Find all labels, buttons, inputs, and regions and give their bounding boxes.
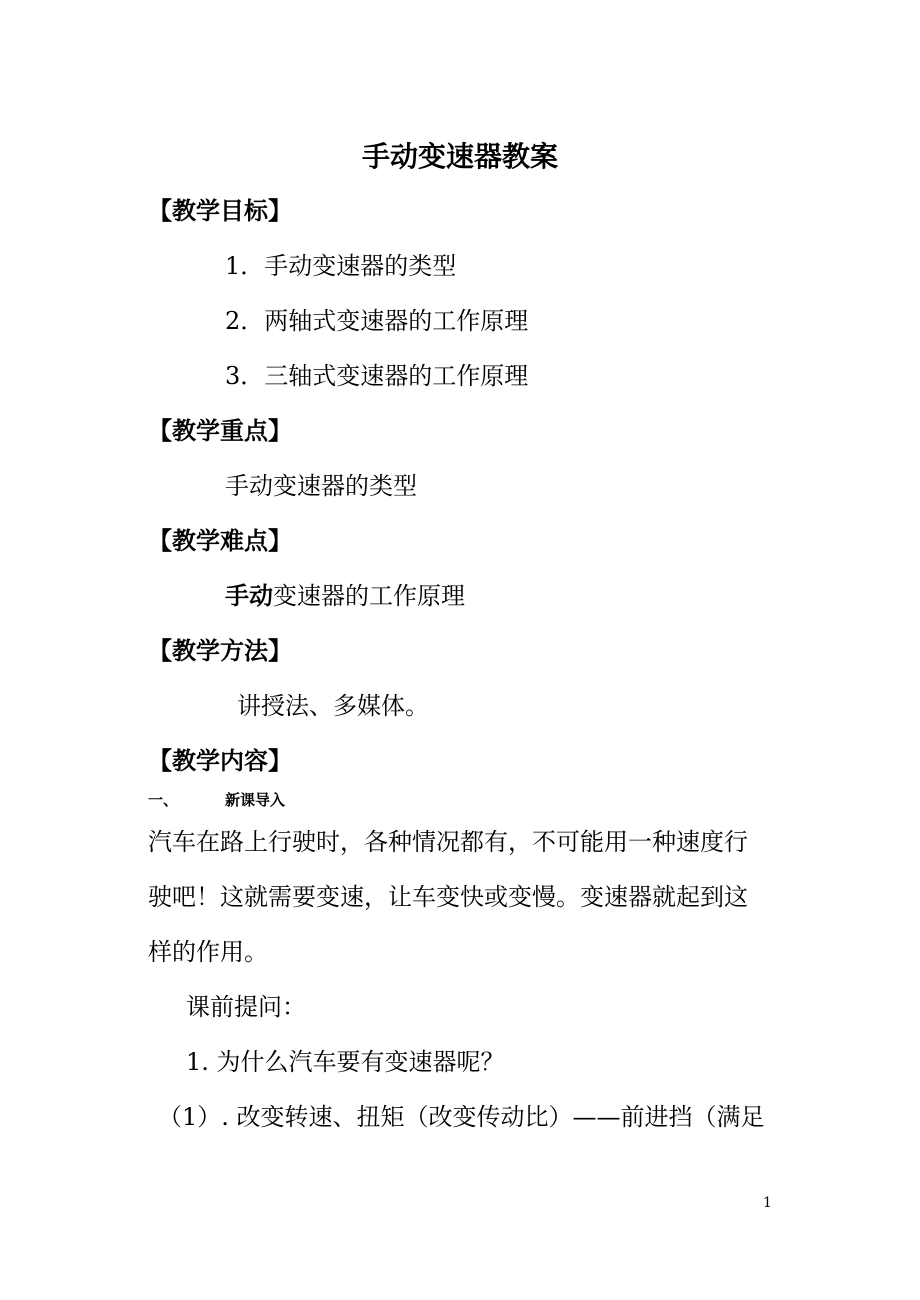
objective-item-2: 2．两轴式变速器的工作原理 xyxy=(225,307,529,335)
key-points-text: 手动变速器的类型 xyxy=(225,472,417,500)
section-number: 一、 xyxy=(148,791,179,809)
paragraph-line-2: 驶吧！这就需要变速，让车变快或变慢。变速器就起到这 xyxy=(148,883,748,911)
section-title: 新课导入 xyxy=(225,791,286,809)
page-number: 1 xyxy=(763,1195,772,1211)
content-heading: 【教学内容】 xyxy=(148,747,292,775)
document-title: 手动变速器教案 xyxy=(361,140,558,173)
difficulties-text xyxy=(225,584,465,608)
objective-item-3: 3．三轴式变速器的工作原理 xyxy=(225,362,529,390)
objective-item-1: 1．手动变速器的类型 xyxy=(225,252,457,280)
question-1: 1. 为什么汽车要有变速器呢？ xyxy=(186,1048,505,1076)
difficulties-text-bold: 手动 xyxy=(225,582,273,610)
pre-question-label: 课前提问： xyxy=(186,993,306,1021)
key-points-heading: 【教学重点】 xyxy=(148,417,292,445)
answer-1: （1）. 改变转速、扭矩（改变传动比）——前进挡（满足 xyxy=(158,1103,765,1131)
difficulties-heading: 【教学难点】 xyxy=(148,527,292,555)
paragraph-line-1: 汽车在路上行驶时，各种情况都有，不可能用一种速度行 xyxy=(148,828,748,856)
difficulties-text-rest: 变速器的工作原理 xyxy=(273,582,465,610)
methods-heading: 【教学方法】 xyxy=(148,637,292,665)
paragraph-line-3: 样的作用。 xyxy=(148,938,268,966)
objectives-heading: 【教学目标】 xyxy=(148,197,292,225)
methods-text: 讲授法、多媒体。 xyxy=(237,692,429,720)
